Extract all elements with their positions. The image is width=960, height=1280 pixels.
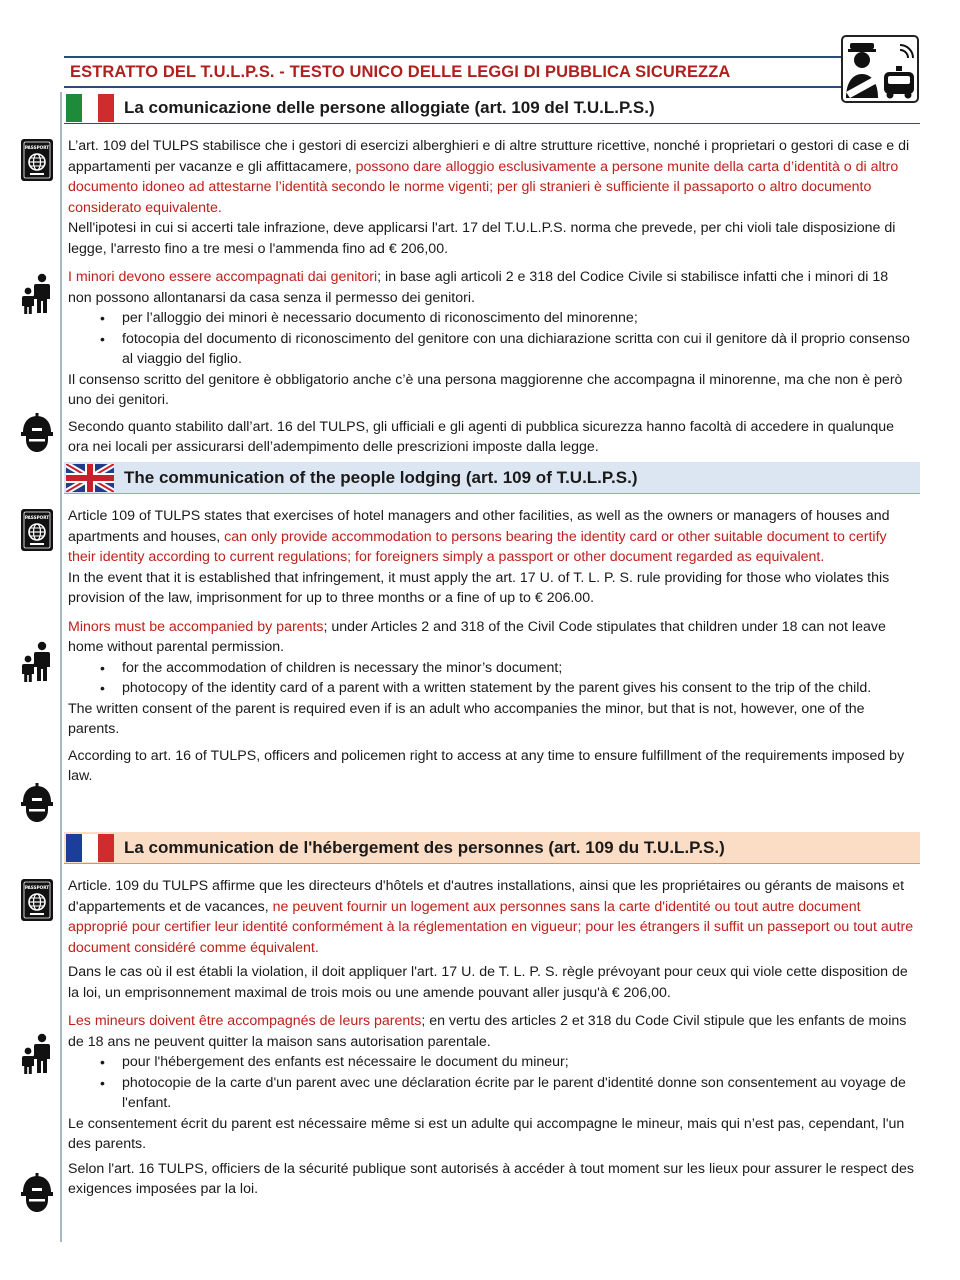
- penalty-paragraph: In the event that it is established that infringement, it must apply the art. 17 U. of T. L. P. S. rule providing for those who violates this provision of the law, imprisonment for up to three months or a fine of up to € 206.00.: [68, 569, 890, 606]
- france-flag-icon: [66, 834, 114, 862]
- article-109-paragraph: L’art. 109 del TULPS stabilisce che i gestori di esercizi alberghieri e di altre strutture ricettive, nonché i proprietari o gestori di case e di appartamenti per vacanze e gli affittacamere, possono dare alloggio esclusivamente a persone munite della carta d’identità o di altro documento idoneo ad attestarne l’identità secondo le norme vigenti; per gli stranieri è sufficiente il passaporto o altro documento considerato equivalente.: [68, 138, 910, 216]
- uk-flag-icon: [66, 464, 114, 492]
- minors-paragraph: Les mineurs doivent être accompagnés de leurs parents; en vertu des articles 2 et 318 du Code Civil stipule que les enfants de moins de 18 ans ne peuvent quitter la maison sans autorisation parentale.: [68, 1013, 907, 1050]
- consent-paragraph: Il consenso scritto del genitore è obbligatorio anche c’è una persona maggiorenne che accompagna il minorenne, ma che non è però uno dei genitori.: [68, 371, 903, 408]
- minors-paragraph: I minori devono essere accompagnati dai genitori; in base agli articoli 2 e 318 del Codice Civile si stabilisce infatti che i minori di 18 non possono allontanarsi da casa senza il permesso dei genitori.: [68, 269, 889, 306]
- police-access-paragraph: According to art. 16 of TULPS, officers and policemen right to access at any time to ensure fulfillment of the requirements imposed by law.: [68, 747, 905, 784]
- minors-paragraph: Minors must be accompanied by parents; under Articles 2 and 318 of the Civil Code stipulates that children under 18 can not leave home without parental permission.: [68, 618, 886, 655]
- police-access-paragraph: Selon l'art. 16 TULPS, officiers de la sécurité publique sont autorisés à accéder à tout moment sur les lieux pour assurer le respect des exigences imposées par la loi.: [68, 1160, 914, 1197]
- section-title: La comunicazione delle persone alloggiate (art. 109 del T.U.L.P.S.): [124, 97, 655, 117]
- police-helmet-icon: [18, 1172, 56, 1216]
- section-title: La communication de l'hébergement des personnes (art. 109 du T.U.L.P.S.): [124, 837, 725, 857]
- passport-icon: [18, 508, 56, 552]
- italy-flag-icon: [66, 94, 114, 122]
- passport-icon: [18, 138, 56, 182]
- consent-paragraph: The written consent of the parent is required even if is an adult who accompanies the minor, but that is not, however, one of the parents.: [68, 700, 865, 737]
- list-item: • per l’alloggio dei minori è necessario documento di riconoscimento del minorenne;: [100, 308, 914, 329]
- requirements-list: [64, 308, 920, 370]
- article-109-paragraph: Article 109 of TULPS states that exercises of hotel managers and other facilities, as well as the owners or managers of houses and apartments and houses, can only provide accommodation to persons bearing the identity card or other suitable document to certify their identity according to current regulations; for foreigners simply a passport or other document regarded as equivalent.: [68, 508, 890, 565]
- section-italian: [64, 92, 920, 458]
- passport-icon: [18, 878, 56, 922]
- section-header: [64, 462, 920, 494]
- section-french: [64, 832, 920, 1200]
- penalty-paragraph: Nell'ipotesi in cui si accerti tale infrazione, deve applicarsi l'art. 17 del T.U.L.P.S. norma che prevede, per chi violi tale disposizione di legge, l'arresto fino a tre mesi o l'ammenda fino ad € 206,00.: [68, 220, 896, 257]
- list-item: • for the accommodation of children is necessary the minor’s document;: [100, 658, 914, 679]
- parent-child-icon: [18, 640, 56, 684]
- list-item: • pour l'hébergement des enfants est nécessaire le document du mineur;: [100, 1052, 914, 1073]
- penalty-paragraph: Dans le cas où il est établi la violation, il doit appliquer l'art. 17 U. de T. L. P. S. règle prévoyant pour ceux qui viole cette disposition de la loi, un emprisonnement maximal de trois mois ou une amende pouvant aller jusqu'à € 206,00.: [68, 964, 908, 1001]
- left-margin-rule: [60, 92, 62, 1242]
- section-title: The communication of the people lodging (art. 109 of T.U.L.P.S.): [124, 467, 638, 487]
- article-109-paragraph: Article. 109 du TULPS affirme que les directeurs d'hôtels et d'autres installations, ainsi que les propriétaires ou gérants de maisons et d'appartements et de vacances, ne peuvent fournir un logement aux personnes sans la carte d'identité ou tout autre document approprié pour certifier leur identité conformément à la réglementation en vigueur; pour les étrangers il suffit un passeport ou tout autre document considéré comme équivalent.: [68, 878, 914, 956]
- requirements-list: [64, 1052, 920, 1114]
- list-item: • photocopie de la carte d'un parent avec une déclaration écrite par le parent d'identité donne son consentement au voyage de l'enfant.: [100, 1073, 914, 1114]
- consent-paragraph: Le consentement écrit du parent est nécessaire même si est un adulte qui accompagne le mineur, mais qui n’est pas, cependant, l'un des parents.: [68, 1115, 905, 1152]
- page-title: ESTRATTO DEL T.U.L.P.S. - TESTO UNICO DELLE LEGGI DI PUBBLICA SICUREZZA: [64, 56, 844, 88]
- parent-child-icon: [18, 1032, 56, 1076]
- parent-child-icon: [18, 272, 56, 316]
- police-helmet-icon: [18, 782, 56, 826]
- list-item: • fotocopia del documento di riconoscimento del genitore con una dichiarazione scritta con cui il genitore dà il proprio consenso al viaggio del figlio.: [100, 329, 914, 370]
- section-english: [64, 462, 920, 787]
- requirements-list: [64, 658, 920, 699]
- section-header: [64, 92, 920, 124]
- police-helmet-icon: [18, 412, 56, 456]
- section-header: [64, 832, 920, 864]
- list-item: • photocopy of the identity card of a parent with a written statement by the parent gives his consent to the trip of the child.: [100, 678, 914, 699]
- police-access-paragraph: Secondo quanto stabilito dall’art. 16 del TULPS, gli ufficiali e gli agenti di pubblica sicurezza hanno facoltà di accedere in qualunque ora nei locali per assicurarsi dell’adempimento delle prescrizioni imposte dalla legge.: [68, 418, 895, 455]
